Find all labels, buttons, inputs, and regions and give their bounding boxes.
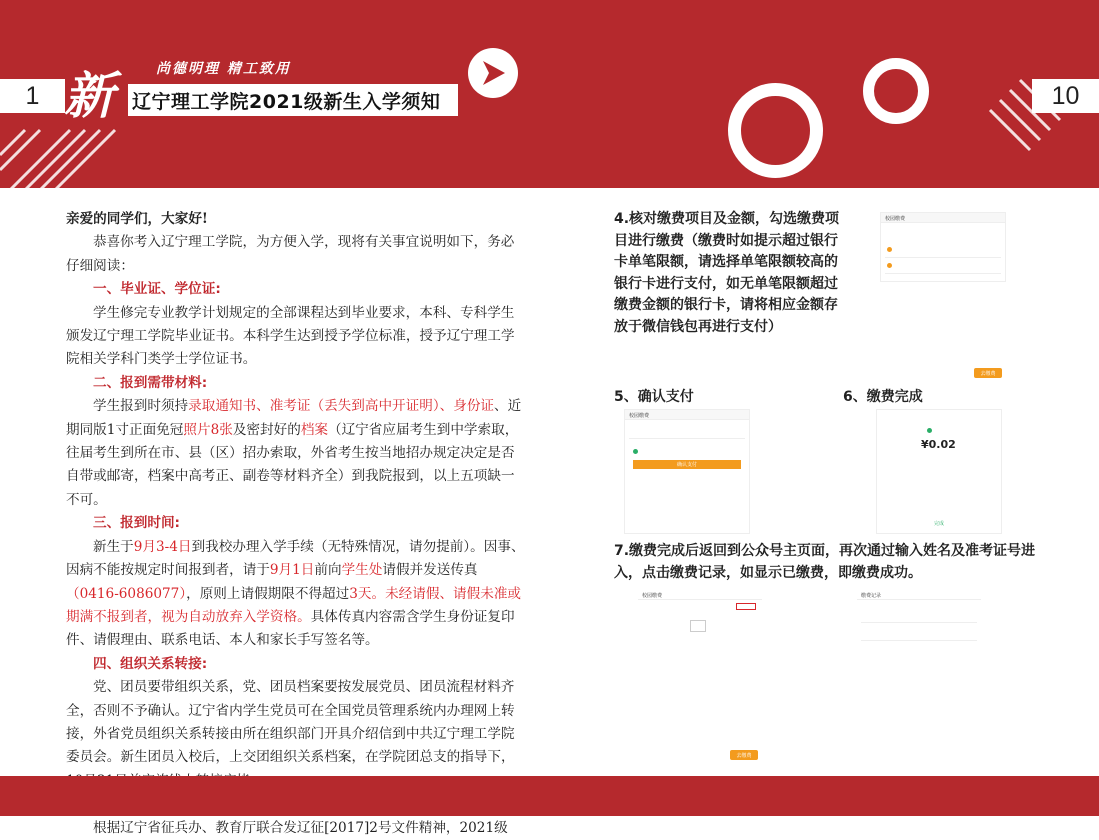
section-4-body: 党、团员要带组织关系，党、团员档案要按发展党员、团员流程材料齐全，否则不予确认。辽宁省内学生党员可在全国党员管理系统内办理网上转接，外省党员组织关系转接由所在组织部门开具介绍信到中共辽宁理工学院委员会。新生团员入校后，上交团组织关系档案，在学院团总支的指导下， bbox=[66, 679, 515, 766]
text-span: 请假并发送传真 bbox=[382, 562, 478, 579]
placeholder-icon bbox=[690, 620, 706, 632]
text-span: 新生于 bbox=[93, 538, 134, 555]
intro-paragraph: 恭喜你考入辽宁理工学院，为方便入学，现将有关事宜说明如下，务必仔细阅读： bbox=[66, 234, 515, 274]
divider bbox=[861, 622, 977, 623]
divider bbox=[861, 640, 977, 641]
highlight-text: 录取通知书、准考证（丢失到高中开证明）、身份证 bbox=[188, 398, 495, 415]
footer-banner bbox=[0, 776, 1099, 816]
wechat-dot-icon bbox=[633, 449, 638, 454]
next-arrow-icon bbox=[468, 48, 518, 98]
highlight-text: 档案 bbox=[300, 421, 328, 438]
highlight-text: 3天。未经请假、请假未准或期满不报到者，视为自动放弃入学资格。 bbox=[66, 585, 522, 625]
highlight-text: （0416-6086077） bbox=[66, 585, 187, 602]
divider bbox=[885, 257, 1001, 258]
screenshot-title: 缴费记录 bbox=[857, 590, 981, 600]
highlight-text: 9月3-4日 bbox=[133, 538, 192, 555]
text-span: 、近期同版1寸正面免冠 bbox=[66, 398, 522, 438]
done-button: 完成 bbox=[933, 521, 944, 527]
confirm-payment-screenshot bbox=[624, 409, 750, 534]
checkout-button: 去缴费 bbox=[974, 368, 1002, 378]
new-character-logo: 新 bbox=[64, 66, 114, 125]
divider bbox=[885, 273, 1001, 274]
section-4-heading: 四、组织关系转接: bbox=[93, 655, 208, 672]
highlight-text: 照片8张 bbox=[183, 421, 233, 438]
check-dot-icon bbox=[887, 263, 892, 268]
divider bbox=[629, 438, 745, 439]
screenshot-title: 校园缴费 bbox=[625, 410, 749, 420]
text-span: 前向 bbox=[314, 562, 342, 579]
decorative-ring-small bbox=[863, 58, 929, 124]
header-banner bbox=[0, 0, 1099, 188]
section-1-body: 学生修完专业教学计划规定的全部课程达到毕业要求，本科、专科学生颁发辽宁理工学院毕业证书。本科学生达到授予学位标准，授予辽宁理工学院相关学科门类学士学位证书。 bbox=[66, 304, 515, 368]
section-1-heading: 一、毕业证、学位证: bbox=[93, 281, 221, 298]
record-tab bbox=[736, 603, 756, 610]
payment-done-screenshot bbox=[876, 409, 1002, 534]
page-title: 辽宁理工学院2021级新生入学须知 bbox=[132, 90, 441, 113]
page-number-right: 10 bbox=[1032, 79, 1099, 113]
text-span: ，原则上请假期限不得超过 bbox=[186, 585, 350, 602]
section-2-heading: 二、报到需带材料: bbox=[93, 374, 208, 391]
page-number-left: 1 bbox=[0, 79, 65, 113]
text-span: 及密封好的 bbox=[232, 421, 301, 438]
paid-amount: ¥0.02 bbox=[921, 438, 956, 451]
greeting: 亲爱的同学们，大家好! bbox=[66, 211, 208, 227]
confirm-pay-button: 确认支付 bbox=[633, 460, 741, 469]
text-span: （辽宁省应届考生到中学索取，往届考生到所在市、县（区）招办索取，外省考生按当地招办规定决定是否自带或邮寄，档案中高考正、副卷等材料齐全）到我院报到，以上五项缺一不可。 bbox=[66, 421, 519, 508]
step-6-label: 6、缴费完成 bbox=[843, 389, 923, 405]
success-icon bbox=[927, 428, 932, 433]
left-column bbox=[66, 208, 526, 840]
fee-items-screenshot bbox=[880, 212, 1006, 282]
section-3-heading: 三、报到时间: bbox=[93, 515, 180, 532]
highlight-text: 学生处 bbox=[341, 562, 383, 579]
checkout-button: 去缴费 bbox=[730, 750, 758, 760]
highlight-text: 9月1日 bbox=[269, 562, 315, 579]
screenshot-title: 校园缴费 bbox=[881, 213, 1005, 223]
decorative-ring-large bbox=[728, 83, 823, 178]
payment-record-screenshot bbox=[857, 590, 981, 652]
text-span: 具体传真内容需含学生身份证复印件、请假理由、联系电话、本人和家长手写签名等。 bbox=[66, 608, 515, 649]
check-dot-icon bbox=[887, 247, 892, 252]
section-3-body bbox=[66, 536, 526, 653]
fee-footer-screenshot bbox=[880, 366, 1006, 380]
text-span: 到我校办理入学手续（无特殊情况，请勿提前）。因事、因病不能按规定时间报到者，请于 bbox=[66, 538, 525, 579]
step-7-text: 7.缴费完成后返回到公众号主页面，再次通过输入姓名及准考证号进入，点击缴费记录，如显示已缴费，即缴费成功。 bbox=[614, 543, 1036, 581]
school-motto: 尚德明理 精工致用 bbox=[156, 61, 291, 77]
section-5-body: 根据辽宁省征兵办、教育厅联合发辽征[2017]2号文件精神，2021级 bbox=[93, 819, 508, 836]
section-2-body bbox=[66, 395, 526, 512]
page-title-box bbox=[128, 84, 458, 116]
text-span: 学生报到时须持 bbox=[93, 398, 189, 415]
step-4-text: 4.核对缴费项目及金额，勾选缴费项目进行缴费（缴费时如提示超过银行卡单笔限额，请选择单笔限额较高的银行卡进行支付，如无单笔限额超过缴费金额的银行卡，请将相应金额存放于微信钱包再进行支付） bbox=[614, 211, 840, 335]
home-screenshot bbox=[638, 590, 762, 760]
step-5-label: 5、确认支付 bbox=[614, 389, 694, 405]
screenshot-title: 校园缴费 bbox=[638, 590, 762, 600]
